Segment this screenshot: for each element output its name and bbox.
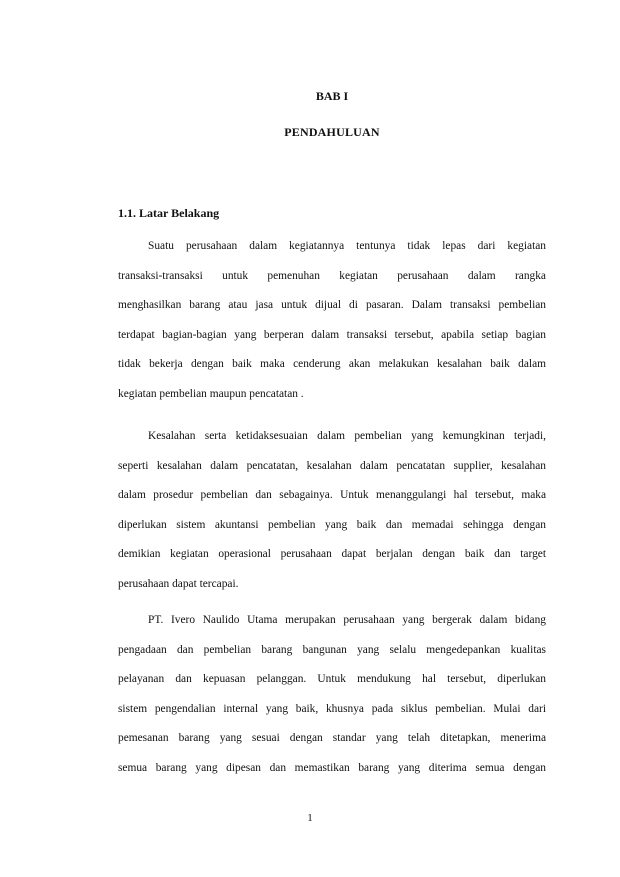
section-heading: 1.1. Latar Belakang: [118, 206, 220, 220]
paragraph-line: seperti kesalahan dalam pencatatan, kesalahan dalam pencatatan supplier, kesalahan: [118, 459, 546, 472]
paragraph-line: sistem pengendalian internal yang baik, khusnya pada siklus pembelian. Mulai dari: [118, 702, 546, 715]
paragraph-line: semua barang yang dipesan dan memastikan barang yang diterima semua dengan: [118, 761, 546, 774]
paragraph-line: perusahaan dapat tercapai.: [118, 577, 239, 590]
paragraph-line: Kesalahan serta ketidaksesuaian dalam pembelian yang kemungkinan terjadi,: [148, 430, 546, 442]
paragraph-line: pelayanan dan kepuasan pelanggan. Untuk mendukung hal tersebut, diperlukan: [118, 673, 546, 685]
chapter-title: PENDAHULUAN: [284, 125, 380, 139]
paragraph-1: [118, 232, 546, 409]
paragraph-line: Suatu perusahaan dalam kegiatannya tentunya tidak lepas dari kegiatan: [148, 240, 546, 252]
paragraph-line: kegiatan pembelian maupun pencatatan .: [118, 387, 304, 400]
paragraph-line: pengadaan dan pembelian barang bangunan yang selalu mengedepankan kualitas: [118, 643, 546, 656]
paragraph-3: [118, 606, 546, 783]
chapter-number: BAB I: [315, 89, 349, 103]
paragraph-line: PT. Ivero Naulido Utama merupakan perusahaan yang bergerak dalam bidang: [148, 614, 546, 626]
page-number: 1: [307, 812, 313, 824]
paragraph-line: menghasilkan barang atau jasa untuk dijual di pasaran. Dalam transaksi pembelian: [118, 299, 546, 311]
paragraph-line: diperlukan sistem akuntansi pembelian yang baik dan memadai sehingga dengan: [118, 518, 546, 531]
paragraph-line: pemesanan barang yang sesuai dengan standar yang telah ditetapkan, menerima: [118, 732, 546, 744]
paragraph-line: transaksi-transaksi untuk pemenuhan kegiatan perusahaan dalam rangka: [118, 269, 546, 282]
paragraph-line: dalam prosedur pembelian dan sebagainya. Untuk menanggulangi hal tersebut, maka: [118, 489, 546, 501]
paragraph-line: demikian kegiatan operasional perusahaan dapat berjalan dengan baik dan target: [118, 548, 546, 560]
paragraph-line: tidak bekerja dengan baik maka cenderung akan melakukan kesalahan baik dalam: [118, 358, 546, 370]
paragraph-2: [118, 422, 546, 599]
paragraph-line: terdapat bagian-bagian yang berperan dalam transaksi tersebut, apabila setiap bagian: [118, 328, 546, 341]
